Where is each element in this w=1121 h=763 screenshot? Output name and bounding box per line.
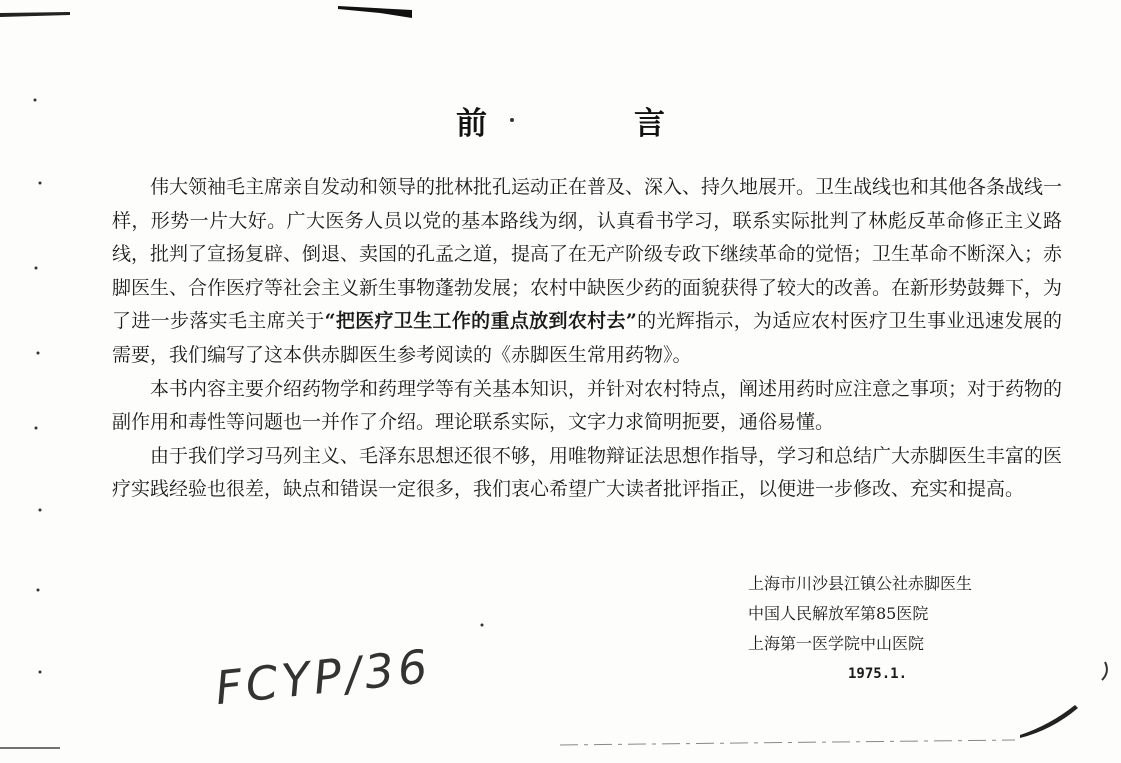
scan-dot [39,509,42,512]
paragraph-1-text: 伟大领袖毛主席亲自发动和领导的批林批孔运动正在普及、深入、持久地展开。卫生战线也和其他各条战线一样，形势一片大好。广大医务人员以党的基本路线为纲，认真看书学习，联系实际批判了林彪反革命修正主义路线，批判了宣扬复辟、倒退、卖国的孔孟之道，提高了在无产阶级专政下继续革命的觉悟；卫生革命不断深入；赤脚医生、合作医疗等社会主义新生事物蓬勃发展；农村中缺医少药的面貌获得了较大的改善。在新形势鼓舞下，为了进一步落实毛主席关于 [112,176,1063,333]
paragraph-1-text-end: 的光辉指示，为适应农村医疗卫生事业迅速发展的需要，我们编写了这本供赤脚医生参考阅读的《赤脚医生常用药物》。 [112,310,1062,366]
signature-org-1: 上海市川沙县江镇公社赤脚医生 [748,574,973,593]
scan-dot [39,182,42,185]
scan-dot [37,352,40,355]
paragraph-1 [112,171,1062,373]
scan-streak-top-left [0,12,70,17]
page-title: 前 言 [456,106,723,142]
paragraph-3: 由于我们学习马列主义、毛泽东思想还很不够，用唯物辩证法思想作指导，学习和总结广大赤脚医生丰富的医疗实践经验也很差，缺点和错误一定很多，我们衷心希望广大读者批评指正，以便进一步修改、充实和提高。 [112,444,1063,501]
scan-dot [37,589,40,592]
scan-dot [481,624,484,627]
signature-date: 1975.1. [848,666,908,682]
scan-dot [35,427,38,430]
preface-body [112,171,1062,507]
scan-stroke-right-edge [1102,662,1107,680]
handwritten-catalog-note: FCYP/36 [212,638,434,716]
scan-dot [35,267,38,270]
scan-streak-bottom-right [1020,705,1078,738]
paragraph-2: 本书内容主要介绍药物学和药理学等有关基本知识，并针对农村特点，阐述用药时应注意之事项；对于药物的副作用和毒性等问题也一并作了介绍。理论联系实际，文字力求简明扼要，通俗易懂。 [112,377,1063,434]
signature-block [748,569,1018,689]
scan-line-bottom-mid [560,740,1015,745]
scan-dot [39,671,42,674]
signature-org-3: 上海第一医学院中山医院 [748,634,925,653]
paragraph-1-emphasis: “把医疗卫生工作的重点放到农村去” [324,310,637,333]
signature-org-2: 中国人民解放军第85医院 [748,604,929,623]
scan-streak-top-center [338,6,412,18]
